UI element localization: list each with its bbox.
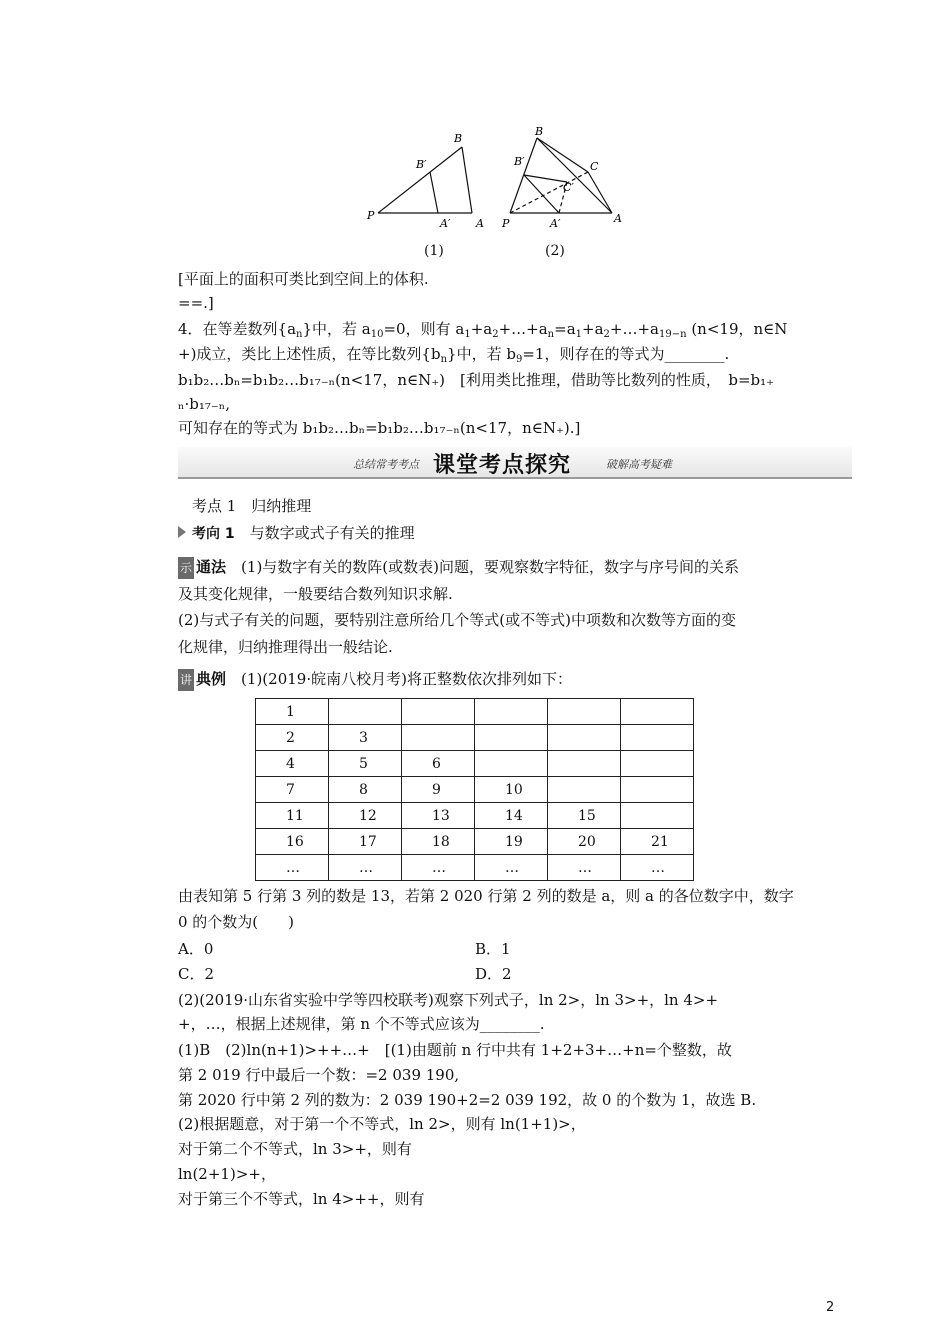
option-d: D．2 [475,965,512,983]
geometry-figures [360,125,640,235]
table-row [256,725,694,751]
page-number: 2 [826,1300,835,1315]
table-cell: 11 [256,803,329,829]
option-a: A．0 [178,940,214,958]
table-cell: 21 [621,829,694,855]
table-cell [402,699,475,725]
tongfa-line-3: (2)与式子有关的问题，要特别注意所给几个等式(或不等式)中项数和次数等方面的变 [178,611,736,629]
fig2-label-A: A [614,212,622,225]
table-cell: 15 [548,803,621,829]
question-1-line-1: 由表知第 5 行第 3 列的数是 13，若第 2 020 行第 2 列的数是 a，则 a 的各位数字中，数字 [178,887,794,905]
solution-line-2: 第 2 019 行中最后一个数：=2 039 190, [178,1066,460,1084]
fig1-label-B: B [454,132,463,145]
answer-4-line-3: 可知存在的等式为 b₁b₂…bₙ=b₁b₂…b₁₇₋ₙ(n<17，n∈N₊).] [178,419,581,437]
ratio-equation: ==.] [178,294,214,312]
table-row [256,751,694,777]
table-cell: 6 [402,751,475,777]
table-cell: 18 [402,829,475,855]
fig1-label-P: P [367,209,375,222]
table-cell [621,725,694,751]
solution-line-5: 对于第二个不等式，ln 3>+，则有 [178,1140,412,1158]
fig2-label-C: C [590,160,599,173]
answer-4-line-2: ₙ·b₁₇₋ₙ, [178,395,231,413]
table-cell [548,751,621,777]
table-cell: … [402,855,475,881]
table-cell: 3 [329,725,402,751]
table-cell: 2 [256,725,329,751]
table-cell: 9 [402,777,475,803]
table-cell [621,699,694,725]
table-cell: … [329,855,402,881]
fig1-label-A: A [476,217,484,230]
question-4-line-1: 4．在等差数列$\{a_n\}$中，若 $a_{10}=0$，则有 $a_1+a_2+\dots+a_n=a_1+a_2+\dots+a_{19-n}$ (n<19，n∈N [178,320,788,340]
table-cell: 19 [475,829,548,855]
tongfa-line-2: 及其变化规律，一般要结合数列知识求解. [178,585,453,603]
kaodian-heading: 考点 1 归纳推理 [192,497,312,515]
table-cell: 17 [329,829,402,855]
table-cell: 16 [256,829,329,855]
table-row [256,699,694,725]
fig1-label-Aprime: A′ [440,217,451,230]
solution-line-3: 第 2020 行中第 2 列的数为：2 039 190+2=2 039 192，故 0 的个数为 1，故选 B. [178,1091,757,1109]
section-header-bar [178,447,852,477]
table-cell: 12 [329,803,402,829]
tongfa-line-1: 示 通法 (1)与数字有关的数阵(或数表)问题，要观察数字特征，数字与序号间的关系 [178,556,739,579]
table-cell: 14 [475,803,548,829]
table-cell: 10 [475,777,548,803]
solution-line-6: ln(2+1)>+， [178,1165,276,1183]
table-row [256,829,694,855]
fig2-label-P: P [502,217,510,230]
option-c: C．2 [178,965,215,983]
kaoxiang-heading: 考向 1 与数字或式子有关的推理 [178,522,415,545]
dianli-line: 讲 典例 (1)(2019·皖南八校月考)将正整数依次排列如下： [178,668,572,691]
table-cell: … [621,855,694,881]
option-b: B．1 [475,940,511,958]
integer-triangle-table [255,698,694,881]
table-cell [475,751,548,777]
question-2-line-1: (2)(2019·山东省实验中学等四校联考)观察下列式子，ln 2>，ln 3>+，ln 4>+ [178,991,719,1009]
table-cell [548,777,621,803]
solution-line-4: (2)根据题意，对于第一个不等式，ln 2>，则有 ln(1+1)>， [178,1115,586,1133]
table-cell: 20 [548,829,621,855]
table-cell: … [548,855,621,881]
analogy-note: [平面上的面积可类比到空间上的体积. [178,270,429,288]
solution-line-7: 对于第三个不等式，ln 4>++，则有 [178,1190,425,1208]
fig1-label-Bprime: B′ [416,158,427,171]
figure-2-tetrahedron [510,138,612,213]
table-cell [548,725,621,751]
table-cell: 1 [256,699,329,725]
answer-4-line-1: b₁b₂…bₙ=b₁b₂…b₁₇₋ₙ(n<17，n∈N₊) [利用类比推理，借助等比数列的性质， b=b₁₊ [178,371,775,389]
section-title: 课堂考点探究 [433,453,572,478]
table-cell [548,699,621,725]
question-1-line-2: 0 的个数为( ) [178,913,295,931]
fig2-label-Cprime: C′ [563,181,574,194]
solution-line-1: (1)B (2)ln(n+1)>++…+ [(1)由题前 n 行中共有 1+2+3+…+n=个整数，故 [178,1041,732,1059]
figure-1-caption: (1) [424,243,444,259]
table-row [256,855,694,881]
figure-1-triangle [378,147,472,213]
fig2-label-Aprime: A′ [550,217,561,230]
fig2-label-B: B [535,125,544,138]
table-cell: … [256,855,329,881]
question-4-line-2: +)成立，类比上述性质，在等比数列$\{b_n\}$中，若 $b_9=1$，则存在的等式为________. [178,345,730,365]
table-cell: … [475,855,548,881]
section-left-text: 总结常考考点 [353,458,419,471]
table-cell [621,803,694,829]
table-cell [621,777,694,803]
table-cell [402,725,475,751]
table-cell: 8 [329,777,402,803]
table-cell: 13 [402,803,475,829]
table-cell: 5 [329,751,402,777]
section-right-text: 破解高考疑难 [606,458,672,471]
fig2-label-Bprime: B′ [514,155,525,168]
table-row [256,777,694,803]
table-cell: 4 [256,751,329,777]
triangle-marker-icon [178,526,186,538]
table-cell [475,725,548,751]
tongfa-line-4: 化规律，归纳推理得出一般结论. [178,638,393,656]
dianli-tag: 讲 [178,669,194,691]
table-cell [621,751,694,777]
figure-2-caption: (2) [545,243,565,259]
table-row [256,803,694,829]
table-cell [475,699,548,725]
table-cell: 7 [256,777,329,803]
tongfa-tag: 示 [178,557,194,579]
table-cell [329,699,402,725]
question-2-line-2: +，…，根据上述规律，第 n 个不等式应该为________. [178,1015,545,1033]
